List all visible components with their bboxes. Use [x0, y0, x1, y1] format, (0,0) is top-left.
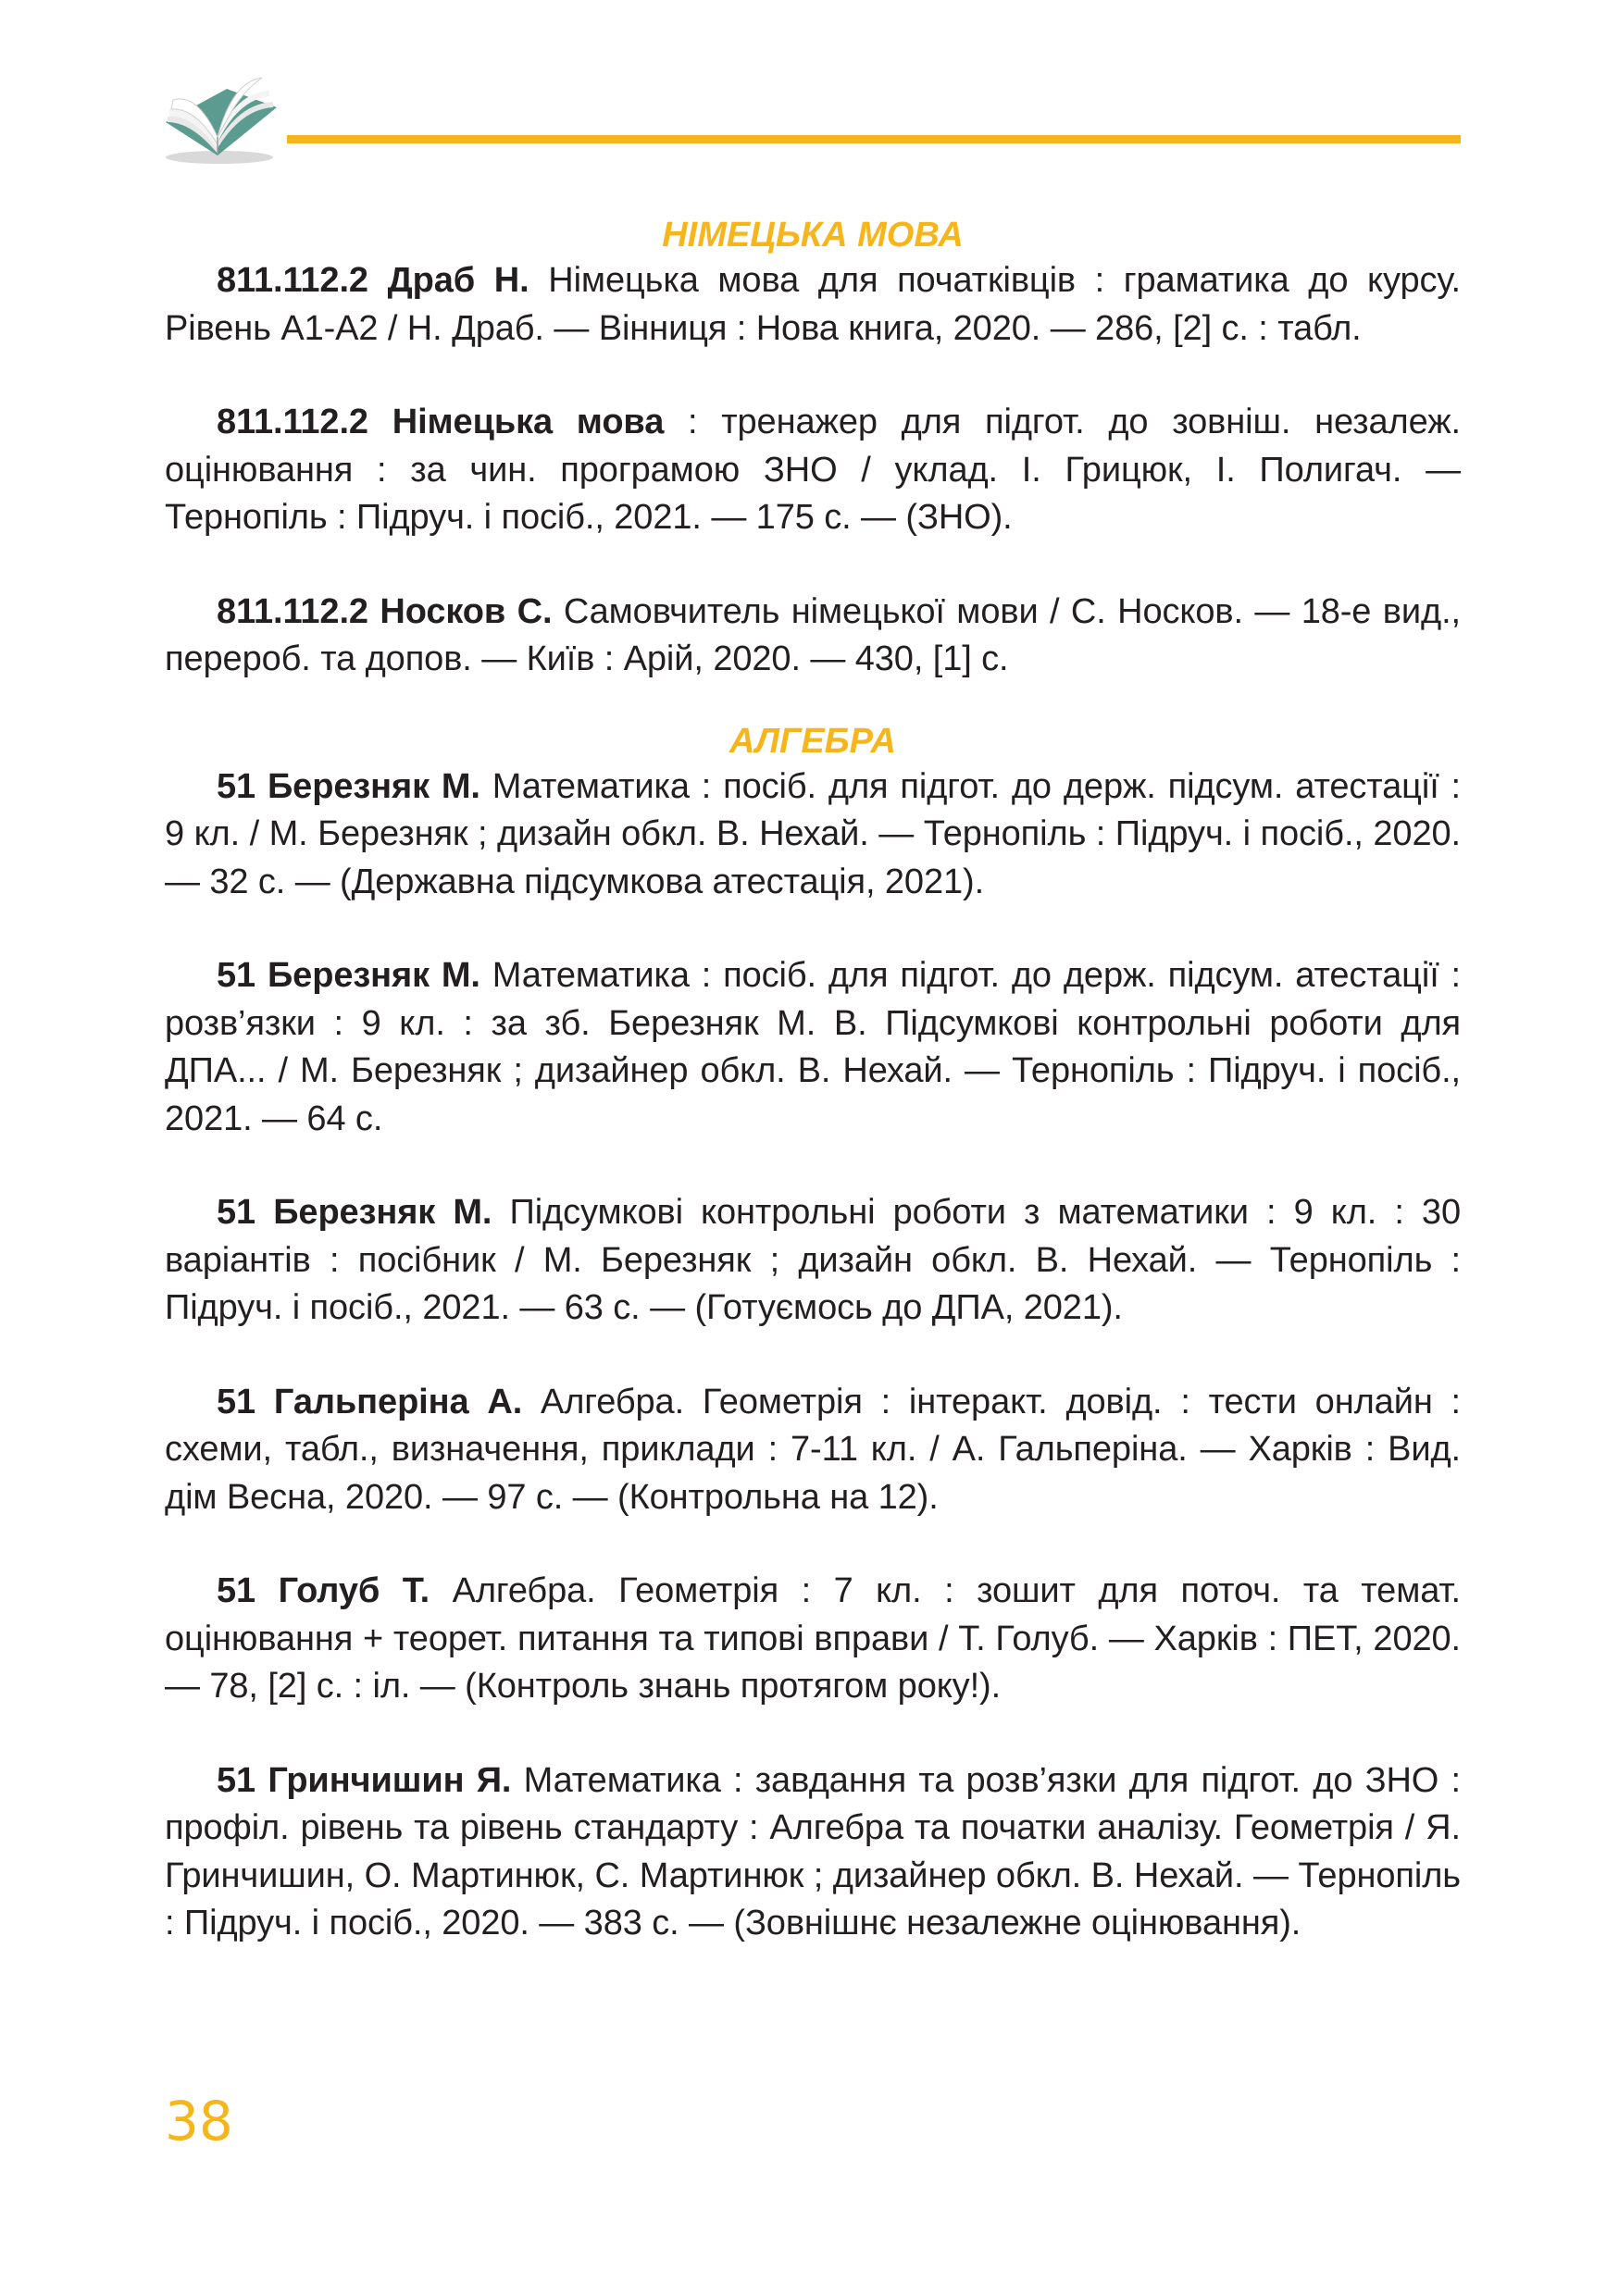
section-heading: АЛГЕБРА: [729, 721, 896, 761]
entry-author: Носков С.: [380, 591, 553, 631]
entry-text: Німецька мова для початківців : граматика до курсу. Рівень А1-А2 / Н. Драб. — Вінниця : Нова книга, 2020. — 286, [2] с. : табл.: [165, 261, 1461, 348]
bibliography-entry: [165, 1379, 1461, 1522]
entry-author: Німецька мова: [392, 403, 665, 441]
entry-text: Алгебра. Геометрія : 7 кл. : зошит для поточ. та темат. оцінювання + теорет. питання та типові вправи / Т. Голуб. — Харків : ПЕТ, 2020. — 78, [2] с. : іл. — (Контроль знань протягом року!).: [165, 1571, 1461, 1706]
open-book-icon: [162, 65, 282, 168]
entry-author: Драб Н.: [387, 261, 529, 300]
bibliography-content: [165, 213, 1461, 1948]
entry-text: : тренажер для підгот. до зовніш. незалеж. оцінювання : за чин. програмою ЗНО / уклад. І. Грицюк, І. Полигач. — Тернопіль : Підруч. і посіб., 2021. — 175 с. — (ЗНО).: [165, 403, 1461, 537]
entry-code: 811.112.2: [217, 403, 368, 441]
entry-author: Березняк М.: [273, 1193, 492, 1232]
bibliography-entry: [165, 589, 1461, 684]
entry-author: Голуб Т.: [278, 1571, 430, 1610]
bibliography-entry: [165, 763, 1461, 907]
entry-text: Математика : завдання та розв’язки для підгот. до ЗНО : профіл. рівень та рівень стандарту : Алгебра та початки аналізу. Геометрія / Я. Гринчишин, О. Мартинюк, С. Мартинюк ; дизайнер обкл. В. Нехай. — Тернопіль : Підруч. і посіб., 2020. — 383 с. — (Зовнішнє незалежне оцінювання).: [165, 1760, 1461, 1942]
section-heading: НІМЕЦЬКА МОВА: [662, 216, 964, 254]
entry-text: Математика : посіб. для підгот. до держ. підсум. атестації : розв’язки : 9 кл. : за зб. Березняк М. В. Підсумкові контрольні роботи для ДПА... / М. Березняк ; дизайнер обкл. В. Нехай. — Тернопіль : Підруч. і посіб., 2021. — 64 с.: [165, 956, 1461, 1138]
entry-code: 51: [217, 1193, 256, 1232]
bibliography-entry: [165, 399, 1461, 542]
entry-author: Березняк М.: [267, 766, 480, 806]
bibliography-entry: [165, 257, 1461, 353]
entry-text: Математика : посіб. для підгот. до держ. підсум. атестації : 9 кл. / М. Березняк ; дизайн обкл. В. Нехай. — Тернопіль : Підруч. і посіб., 2020. — 32 с. — (Державна підсумкова атестація, 2021).: [165, 766, 1461, 901]
bibliography-entry: [165, 1189, 1461, 1333]
entry-code: 51: [217, 956, 256, 995]
entry-text: Алгебра. Геометрія : інтеракт. довід. : тести онлайн : схеми, табл., визначення, приклади : 7-11 кл. / А. Гальперіна. — Харків : Вид. дім Весна, 2020. — 97 с. — (Контрольна на 12).: [165, 1382, 1461, 1517]
entry-code: 51: [217, 766, 256, 806]
bibliography-entry: [165, 952, 1461, 1143]
entry-author: Гальперіна А.: [273, 1382, 523, 1421]
entry-author: Березняк М.: [267, 956, 480, 995]
entry-code: 51: [217, 1760, 256, 1800]
entry-code: 811.112.2: [217, 261, 368, 300]
bibliography-entry: [165, 1568, 1461, 1711]
entry-text: Самовчитель німецької мови / С. Носков. — 18-е вид., перероб. та допов. — Київ : Арій, 2020. — 430, [1] с.: [165, 591, 1461, 678]
entry-author: Гринчишин Я.: [268, 1760, 512, 1800]
bibliography-entry: [165, 1757, 1461, 1948]
entry-code: 811.112.2: [217, 591, 368, 631]
page-number: 38: [165, 2090, 233, 2153]
entry-code: 51: [217, 1571, 256, 1610]
header-rule: [287, 135, 1461, 143]
entry-code: 51: [217, 1382, 256, 1421]
entry-text: Підсумкові контрольні роботи з математики : 9 кл. : 30 варіантів : посібник / М. Березняк ; дизайн обкл. В. Нехай. — Тернопіль : Підруч. і посіб., 2021. — 63 с. — (Готуємось до ДПА, 2021).: [165, 1193, 1461, 1327]
